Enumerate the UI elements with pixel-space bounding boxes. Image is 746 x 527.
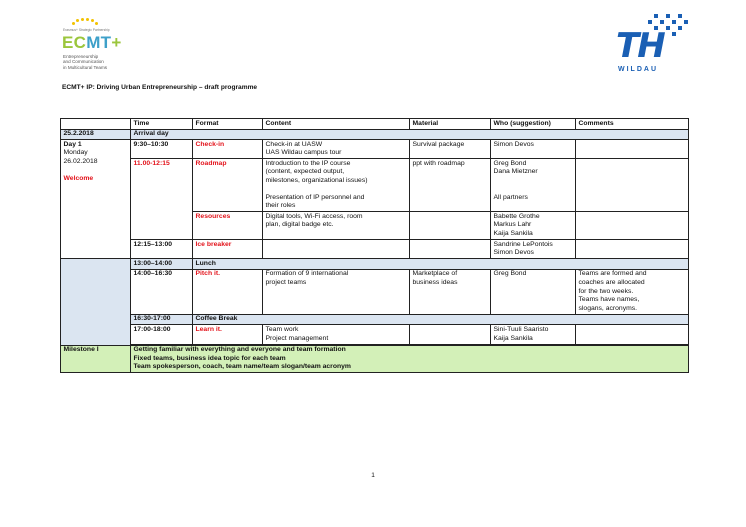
pitch-time: 14:00–16:30 (131, 269, 193, 314)
arrival-label: Arrival day (131, 129, 689, 140)
checkin-content: Check-in at UASW UAS Wildau campus tour (263, 140, 410, 159)
column-header-format: Format (193, 119, 263, 130)
coffee-time: 16:30-17:00 (131, 314, 193, 325)
programme-table (60, 118, 689, 373)
icebreaker-comments (576, 240, 689, 259)
table-row-coffee (61, 314, 689, 325)
table-row-checkin (61, 140, 689, 159)
icebreaker-content (263, 240, 410, 259)
ecmt-wordmark: ECMT+ (62, 33, 122, 52)
checkin-format: Check-in (193, 140, 263, 159)
icebreaker-material (410, 240, 491, 259)
resources-content: Digital tools, Wi-Fi access, room plan, digital badge etc. (263, 212, 410, 240)
icebreaker-format: Ice breaker (193, 240, 263, 259)
roadmap-format: Roadmap (193, 159, 263, 212)
roadmap-time: 11.00-12:15 (131, 159, 193, 240)
page-number: 1 (371, 472, 375, 479)
table-row-icebreaker (61, 240, 689, 259)
column-header-content: Content (263, 119, 410, 130)
milestone-content: Getting familiar with everything and everyone and team formation Fixed teams, business idea topic for each team Team spokesperson, coach, team name/team slogan/team acronym (131, 345, 689, 373)
th-wildau-logo (614, 14, 694, 78)
erasmus-plus-label: Erasmus+ Strategic Partnership (63, 28, 110, 32)
roadmap-content: Introduction to the IP course (content, expected output, milestones, organizational issues) Presentation of IP personnel and their roles (263, 159, 410, 212)
day1-date: 26.02.2018 (63, 157, 98, 165)
empty-header-cell (61, 119, 131, 130)
learn-content: Team work Project management (263, 325, 410, 344)
arrival-date: 25.2.2018 (61, 129, 131, 140)
resources-comments (576, 212, 689, 240)
column-header-who: Who (suggestion) (491, 119, 576, 130)
checkin-who: Simon Devos (491, 140, 576, 159)
document-title: ECMT+ IP: Driving Urban Entrepreneurship – draft programme (62, 84, 258, 91)
pitch-material: Marketplace of business ideas (410, 269, 491, 314)
day1-label: Day 1 (63, 140, 82, 148)
checkin-material: Survival package (410, 140, 491, 159)
lunch-time: 13:00–14:00 (131, 259, 193, 270)
learn-format: Learn it. (193, 325, 263, 344)
column-header-material: Material (410, 119, 491, 130)
resources-who: Babette Grothe Markus Lahr Kaija Sankila (491, 212, 576, 240)
ecmt-tagline: Entrepreneurship and Communication in Multicultural Teams (63, 54, 108, 70)
resources-material (410, 212, 491, 240)
learn-material (410, 325, 491, 344)
wildau-label: WILDAU (618, 66, 658, 73)
eu-stars-icon (72, 18, 98, 28)
checkin-comments (576, 140, 689, 159)
pitch-format: Pitch it. (193, 269, 263, 314)
milestone-row (61, 345, 689, 373)
learn-who: Sini-Tuuli Saaristo Kaija Sankila (491, 325, 576, 344)
lunch-label: Lunch (193, 259, 689, 270)
milestone-label: Milestone I (61, 345, 131, 373)
day1-theme: Welcome (63, 175, 94, 183)
ecmt-logo (62, 18, 172, 78)
checkin-time: 9:30–10:30 (131, 140, 193, 159)
roadmap-comments (576, 159, 689, 212)
learn-time: 17:00-18:00 (131, 325, 193, 344)
table-row-learn (61, 325, 689, 344)
roadmap-material: ppt with roadmap (410, 159, 491, 212)
table-row-pitch (61, 269, 689, 314)
column-header-comments: Comments (576, 119, 689, 130)
learn-comments (576, 325, 689, 344)
coffee-label: Coffee Break (193, 314, 689, 325)
afternoon-side-cell (61, 259, 131, 345)
pitch-content: Formation of 9 international project teams (263, 269, 410, 314)
th-letters: TH (616, 26, 664, 66)
pitch-comments: Teams are formed and coaches are allocated for the two weeks. Teams have names, slogans, acronyms. (576, 269, 689, 314)
resources-format: Resources (193, 212, 263, 240)
table-row-lunch (61, 259, 689, 270)
table-row-roadmap (61, 159, 689, 212)
icebreaker-who: Sandrine LePontois Simon Devos (491, 240, 576, 259)
column-header-time: Time (131, 119, 193, 130)
table-header-row (61, 119, 689, 130)
icebreaker-time: 12:15–13:00 (131, 240, 193, 259)
arrival-row (61, 129, 689, 140)
day1-cell (61, 140, 131, 259)
pitch-who: Greg Bond (491, 269, 576, 314)
day1-weekday: Monday (63, 149, 88, 157)
roadmap-who: Greg Bond Dana Mietzner All partners (491, 159, 576, 212)
